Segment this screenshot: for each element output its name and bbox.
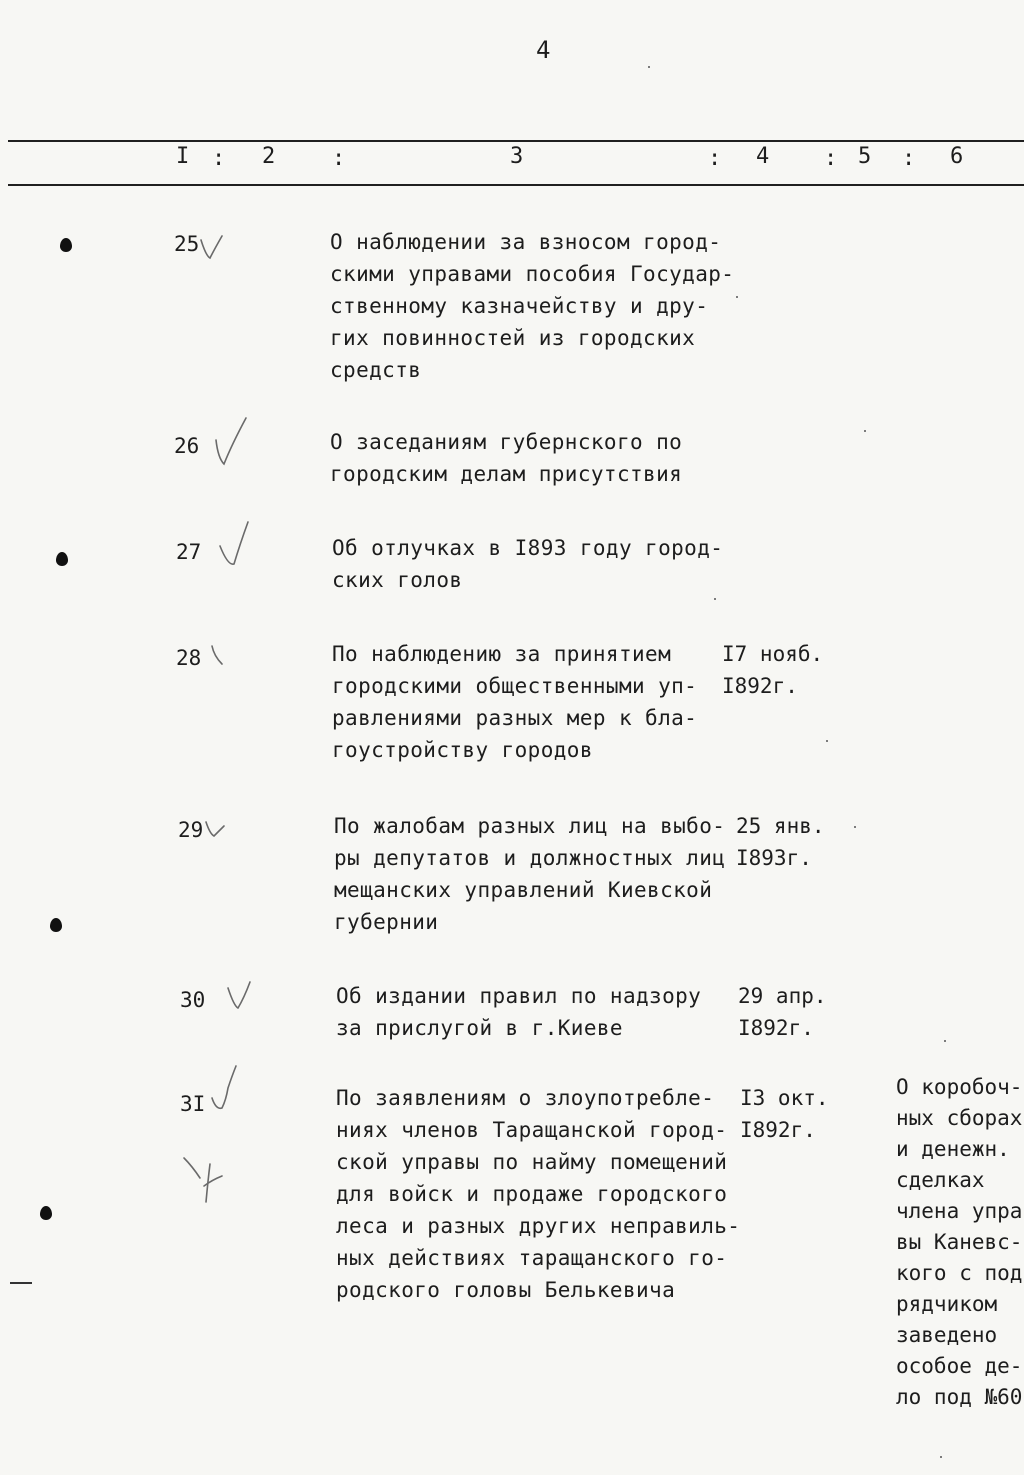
column-separator: : xyxy=(708,146,722,171)
check-mark-icon xyxy=(198,232,226,262)
binding-hole xyxy=(40,1206,52,1220)
row-number: 25 xyxy=(174,232,200,256)
header-rule-top xyxy=(8,140,1024,142)
binding-hole xyxy=(60,238,72,252)
scan-speck xyxy=(944,1040,946,1042)
header-rule-bottom xyxy=(8,184,1024,186)
column-header-1: I xyxy=(176,144,190,169)
scan-speck xyxy=(714,598,716,600)
column-header-4: 4 xyxy=(756,144,770,169)
row-date: I7 нояб. I892г. xyxy=(722,642,824,698)
binding-hole xyxy=(50,918,62,932)
check-mark-icon xyxy=(202,818,228,842)
row-description: Об издании правил по надзору за прислугой в г.Киеве xyxy=(336,984,702,1040)
row-number: 28 xyxy=(176,646,202,670)
check-mark-icon xyxy=(206,1064,240,1114)
row-description: По наблюдению за принятием городскими общественными уп- равлениями разных мер к бла- гоустройству городов xyxy=(332,642,698,762)
row-date: 25 янв. I893г. xyxy=(736,814,825,870)
column-header-6: 6 xyxy=(950,144,964,169)
column-separator: : xyxy=(902,146,916,171)
column-header-2: 2 xyxy=(262,144,276,169)
column-header-5: 5 xyxy=(858,144,872,169)
check-mark-icon xyxy=(178,1136,226,1206)
row-description: По заявлениям о злоупотребле- ниях членов Таращанской город- ской управы по найму помещений для войск и продаже городского леса и разных других неправиль- ных действиях таращанского го- родского головы Белькевича xyxy=(336,1086,741,1302)
check-mark-icon xyxy=(210,414,250,470)
row-number: 26 xyxy=(174,434,200,458)
row-description: По жалобам разных лиц на выбо- ры депутатов и должностных лиц мещанских управлений Киевской губернии xyxy=(334,814,726,934)
scan-speck xyxy=(864,430,866,432)
scan-speck xyxy=(940,1456,942,1458)
scan-speck xyxy=(736,296,738,298)
row-date: 29 апр. I892г. xyxy=(738,984,827,1040)
row-number: 3I xyxy=(180,1092,206,1116)
row-number: 30 xyxy=(180,988,206,1012)
check-mark-icon xyxy=(214,520,254,572)
check-mark-icon xyxy=(206,642,228,670)
margin-note: О коробоч- ных сборах и денежн. сделках члена упра вы Каневс- кого с под рядчиком заведено особое де- ло под №60 xyxy=(896,1075,1023,1409)
check-mark-icon xyxy=(224,978,254,1014)
column-separator: : xyxy=(212,146,226,171)
binding-hole xyxy=(56,552,68,566)
row-date: I3 окт. I892г. xyxy=(740,1086,829,1142)
row-number: 29 xyxy=(178,818,204,842)
scan-speck xyxy=(826,740,828,742)
row-description: О наблюдении за взносом город- скими управами пособия Государ- ственному казначейству и дру- гих повинностей из городских средств xyxy=(330,230,735,382)
row-description: О заседаниям губернского по городским делам присутствия xyxy=(330,430,683,486)
margin-mark xyxy=(10,1282,32,1284)
scan-speck xyxy=(648,66,650,68)
column-separator: : xyxy=(824,146,838,171)
column-header-3: 3 xyxy=(510,144,524,169)
row-number: 27 xyxy=(176,540,202,564)
page-number: 4 xyxy=(536,36,551,64)
row-description: Об отлучках в I893 году город- ских голов xyxy=(332,536,724,592)
scan-speck xyxy=(854,826,856,828)
column-separator: : xyxy=(332,146,346,171)
